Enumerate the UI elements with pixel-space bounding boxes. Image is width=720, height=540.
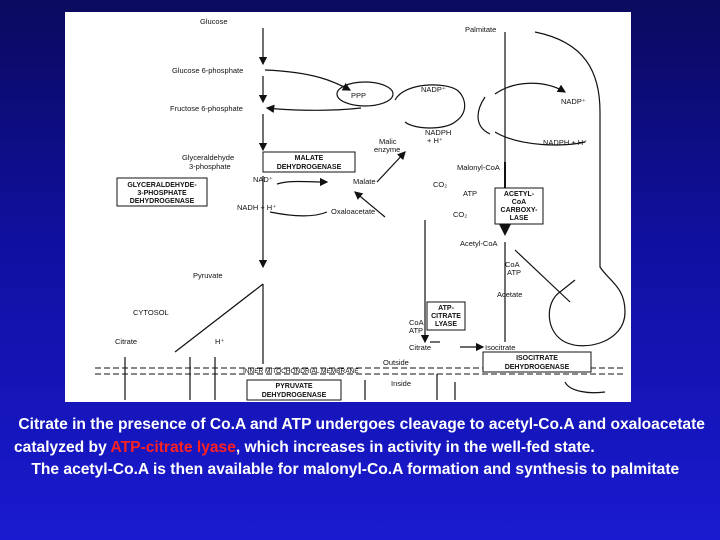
acc-line3: CARBOXY-: [500, 207, 538, 214]
label-nadph-h-right: NADPH + H⁺: [543, 138, 588, 147]
g3p-dh-line2: 3-PHOSPHATE: [137, 190, 187, 197]
pdh-line2: DEHYDROGENASE: [261, 392, 327, 399]
caption-text-1a: Citrate in the presence of Co.A and ATP undergoes cleavage to acetyl-Co.A and oxaloacetate catalyzed by: [14, 416, 705, 456]
acl-line3: LYASE: [434, 321, 458, 328]
label-citrate: Citrate: [409, 343, 432, 352]
label-nadph-2: + H⁺: [427, 136, 443, 145]
caption-paragraph-1: [14, 414, 710, 459]
label-membrane: INNER MITOCHONDRIAL MEMBRANE: [243, 368, 359, 375]
label-nadph-1: NADPH: [425, 128, 452, 137]
malate-dh-line1: MALATE: [294, 155, 324, 162]
label-g3p-line2: 3-phosphate: [189, 162, 231, 171]
caption: [14, 414, 710, 482]
icdh-line1: ISOCITRATE: [516, 355, 558, 362]
label-h-plus: H⁺: [215, 337, 225, 346]
label-atp-1: ATP: [463, 189, 478, 198]
label-nad-plus: NAD⁺: [253, 175, 273, 184]
acc-line4: LASE: [509, 215, 529, 222]
label-oxaloacetate: Oxaloacetate: [331, 207, 376, 216]
label-acetyl-coa: Acetyl-CoA: [460, 239, 498, 248]
label-ppp: PPP: [351, 91, 367, 100]
icdh-line2: DEHYDROGENASE: [504, 364, 570, 371]
g3p-dh-line3: DEHYDROGENASE: [129, 198, 195, 205]
label-inside: Inside: [391, 379, 412, 388]
caption-paragraph-2: [14, 459, 710, 482]
caption-highlight-atp-citrate-lyase: ATP-citrate lyase: [110, 438, 236, 456]
label-nadp-plus-1: NADP⁺: [421, 85, 446, 94]
label-co2-1: CO₂: [433, 180, 448, 189]
label-nadh-h: NADH + H⁺: [237, 203, 277, 212]
label-malate: Malate: [353, 177, 376, 186]
acl-line2: CITRATE: [431, 313, 461, 320]
label-isocitrate: Isocitrate: [485, 343, 516, 352]
label-fructose-6-phosphate: Fructose 6-phosphate: [170, 104, 243, 113]
label-malic-2: enzyme: [374, 145, 401, 154]
pathway-diagram: [65, 12, 631, 402]
label-coa-2: CoA: [409, 318, 424, 327]
caption-text-1b: , which increases in activity in the well-fed state.: [235, 438, 595, 456]
label-atp-2: ATP: [507, 268, 522, 277]
caption-text-2: The acetyl-Co.A is then available for malonyl-Co.A formation and synthesis to palmitate: [31, 461, 680, 478]
label-malic-1: Malic: [379, 137, 397, 146]
label-acetate: Acetate: [497, 290, 523, 299]
g3p-dh-line1: GLYCERALDEHYDE-: [127, 182, 197, 189]
label-coa: CoA: [505, 260, 520, 269]
label-glucose-6-phosphate: Glucose 6-phosphate: [172, 66, 244, 75]
label-malonyl-coa: Malonyl-CoA: [457, 163, 500, 172]
label-g3p-line1: Glyceraldehyde: [182, 153, 235, 162]
acl-line1: ATP-: [438, 305, 454, 312]
label-glucose: Glucose: [200, 17, 228, 26]
label-outside: Outside: [383, 358, 409, 367]
acc-line1: ACETYL-: [503, 191, 535, 198]
acc-line2: CoA: [511, 199, 527, 206]
label-cytosol: CYTOSOL: [133, 308, 169, 317]
label-pyruvate: Pyruvate: [193, 271, 223, 280]
label-co2-2: CO₂: [453, 210, 468, 219]
label-citrate-left: Citrate: [115, 337, 138, 346]
label-atp-3: ATP: [409, 326, 424, 335]
label-nadp-plus-2: NADP⁺: [561, 97, 586, 106]
malate-dh-line2: DEHYDROGENASE: [276, 164, 342, 171]
label-palmitate: Palmitate: [465, 25, 497, 34]
pdh-line1: PYRUVATE: [275, 383, 313, 390]
